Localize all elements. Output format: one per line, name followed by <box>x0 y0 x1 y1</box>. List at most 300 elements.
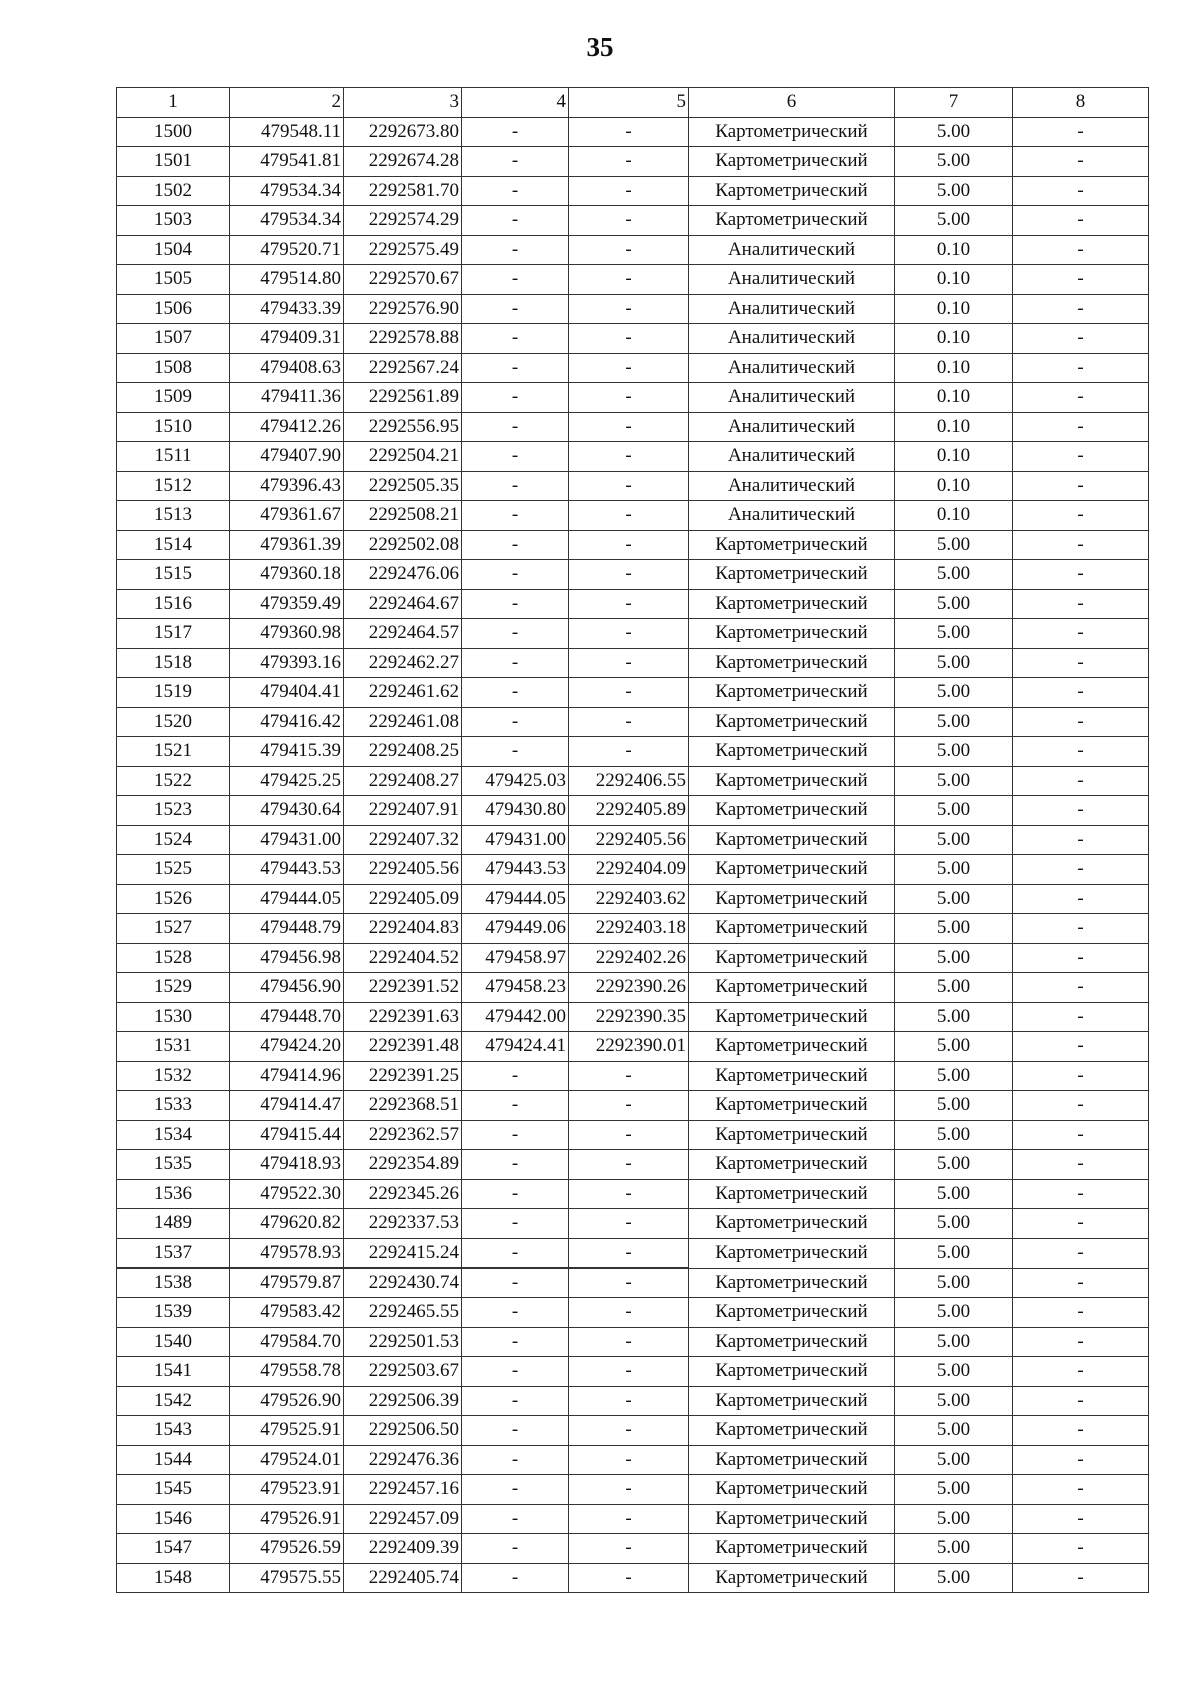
cell-col-3: 2292415.24 <box>344 1239 462 1269</box>
cell-col-3: 2292405.74 <box>344 1563 462 1593</box>
cell-col-7: 5.00 <box>895 766 1013 796</box>
cell-col-5: 2292405.89 <box>569 796 689 826</box>
cell-col-7: 5.00 <box>895 147 1013 177</box>
cell-col-1: 1527 <box>117 914 230 944</box>
cell-col-1: 1508 <box>117 353 230 383</box>
table-row <box>117 1120 1149 1150</box>
cell-col-6: Картометрический <box>689 619 895 649</box>
cell-col-5: - <box>569 1445 689 1475</box>
table-row <box>117 1150 1149 1180</box>
cell-col-8: - <box>1013 1091 1149 1121</box>
cell-col-4: - <box>462 501 569 531</box>
cell-col-8: - <box>1013 648 1149 678</box>
cell-col-4: - <box>462 1416 569 1446</box>
cell-col-5: - <box>569 206 689 236</box>
cell-col-2: 479433.39 <box>230 294 344 324</box>
cell-col-7: 5.00 <box>895 589 1013 619</box>
cell-col-7: 5.00 <box>895 1386 1013 1416</box>
cell-col-6: Картометрический <box>689 1091 895 1121</box>
cell-col-8: - <box>1013 825 1149 855</box>
cell-col-5: 5 <box>569 88 689 118</box>
cell-col-5: - <box>569 294 689 324</box>
cell-col-8: - <box>1013 560 1149 590</box>
cell-col-8: - <box>1013 176 1149 206</box>
table-row <box>117 796 1149 826</box>
cell-col-6: Картометрический <box>689 648 895 678</box>
cell-col-8: - <box>1013 766 1149 796</box>
cell-col-2: 479444.05 <box>230 884 344 914</box>
table-row <box>117 1475 1149 1505</box>
cell-col-6: Картометрический <box>689 943 895 973</box>
cell-col-8: - <box>1013 589 1149 619</box>
table-row <box>117 353 1149 383</box>
cell-col-3: 2292574.29 <box>344 206 462 236</box>
cell-col-5: 2292390.01 <box>569 1032 689 1062</box>
cell-col-6: Картометрический <box>689 1386 895 1416</box>
table-row <box>117 501 1149 531</box>
cell-col-2: 479418.93 <box>230 1150 344 1180</box>
cell-col-7: 0.10 <box>895 442 1013 472</box>
cell-col-7: 7 <box>895 88 1013 118</box>
table-row <box>117 560 1149 590</box>
cell-col-3: 2292354.89 <box>344 1150 462 1180</box>
cell-col-3: 2292578.88 <box>344 324 462 354</box>
cell-col-5: - <box>569 1298 689 1328</box>
cell-col-1: 1531 <box>117 1032 230 1062</box>
cell-col-7: 0.10 <box>895 235 1013 265</box>
cell-col-2: 479578.93 <box>230 1239 344 1269</box>
cell-col-6: Картометрический <box>689 1475 895 1505</box>
cell-col-4: - <box>462 471 569 501</box>
cell-col-8: - <box>1013 117 1149 147</box>
cell-col-4: - <box>462 619 569 649</box>
cell-col-3: 2292461.08 <box>344 707 462 737</box>
cell-col-8: - <box>1013 707 1149 737</box>
table-row <box>117 294 1149 324</box>
cell-col-7: 5.00 <box>895 1032 1013 1062</box>
cell-col-1: 1519 <box>117 678 230 708</box>
cell-col-8: - <box>1013 206 1149 236</box>
cell-col-1: 1541 <box>117 1357 230 1387</box>
cell-col-6: Картометрический <box>689 766 895 796</box>
cell-col-2: 479430.64 <box>230 796 344 826</box>
table-row <box>117 1268 1149 1298</box>
cell-col-4: - <box>462 530 569 560</box>
cell-col-4: - <box>462 353 569 383</box>
cell-col-7: 5.00 <box>895 1120 1013 1150</box>
cell-col-6: Картометрический <box>689 176 895 206</box>
cell-col-3: 2292345.26 <box>344 1179 462 1209</box>
cell-col-8: - <box>1013 796 1149 826</box>
cell-col-2: 479525.91 <box>230 1416 344 1446</box>
cell-col-6: Картометрический <box>689 1268 895 1298</box>
cell-col-1: 1501 <box>117 147 230 177</box>
cell-col-7: 5.00 <box>895 1445 1013 1475</box>
cell-col-4: - <box>462 1504 569 1534</box>
cell-col-7: 5.00 <box>895 1416 1013 1446</box>
table-row <box>117 707 1149 737</box>
cell-col-8: - <box>1013 412 1149 442</box>
cell-col-5: - <box>569 1150 689 1180</box>
table-row <box>117 648 1149 678</box>
cell-col-5: - <box>569 619 689 649</box>
cell-col-1: 1543 <box>117 1416 230 1446</box>
cell-col-3: 2292503.67 <box>344 1357 462 1387</box>
cell-col-4: - <box>462 1357 569 1387</box>
cell-col-8: - <box>1013 1534 1149 1564</box>
cell-col-6: Картометрический <box>689 206 895 236</box>
cell-col-6: Аналитический <box>689 383 895 413</box>
cell-col-5: - <box>569 1504 689 1534</box>
cell-col-4: - <box>462 1091 569 1121</box>
cell-col-6: Картометрический <box>689 1209 895 1239</box>
cell-col-6: Картометрический <box>689 530 895 560</box>
table-row <box>117 1534 1149 1564</box>
cell-col-3: 3 <box>344 88 462 118</box>
table-row <box>117 1239 1149 1269</box>
cell-col-8: - <box>1013 147 1149 177</box>
cell-col-8: - <box>1013 884 1149 914</box>
cell-col-5: - <box>569 707 689 737</box>
cell-col-7: 5.00 <box>895 1357 1013 1387</box>
cell-col-5: - <box>569 324 689 354</box>
cell-col-4: - <box>462 147 569 177</box>
cell-col-8: - <box>1013 501 1149 531</box>
cell-col-6: Картометрический <box>689 678 895 708</box>
cell-col-2: 2 <box>230 88 344 118</box>
cell-col-3: 2292476.36 <box>344 1445 462 1475</box>
cell-col-7: 0.10 <box>895 353 1013 383</box>
cell-col-8: - <box>1013 383 1149 413</box>
cell-col-3: 2292457.16 <box>344 1475 462 1505</box>
cell-col-4: 479424.41 <box>462 1032 569 1062</box>
cell-col-6: Картометрический <box>689 796 895 826</box>
cell-col-7: 0.10 <box>895 471 1013 501</box>
cell-col-8: - <box>1013 855 1149 885</box>
cell-col-4: - <box>462 1327 569 1357</box>
cell-col-5: - <box>569 117 689 147</box>
cell-col-6: 6 <box>689 88 895 118</box>
cell-col-2: 479584.70 <box>230 1327 344 1357</box>
cell-col-8: - <box>1013 973 1149 1003</box>
cell-col-5: - <box>569 1239 689 1269</box>
cell-col-1: 1537 <box>117 1239 230 1269</box>
cell-col-8: - <box>1013 471 1149 501</box>
cell-col-7: 5.00 <box>895 1298 1013 1328</box>
cell-col-8: - <box>1013 1416 1149 1446</box>
cell-col-8: - <box>1013 1032 1149 1062</box>
cell-col-4: - <box>462 1209 569 1239</box>
cell-col-1: 1526 <box>117 884 230 914</box>
cell-col-6: Аналитический <box>689 324 895 354</box>
cell-col-8: - <box>1013 1209 1149 1239</box>
cell-col-5: - <box>569 235 689 265</box>
cell-col-1: 1525 <box>117 855 230 885</box>
cell-col-4: 4 <box>462 88 569 118</box>
cell-col-4: - <box>462 117 569 147</box>
cell-col-1: 1506 <box>117 294 230 324</box>
cell-col-4: 479458.23 <box>462 973 569 1003</box>
cell-col-7: 5.00 <box>895 825 1013 855</box>
cell-col-2: 479431.00 <box>230 825 344 855</box>
cell-col-1: 1510 <box>117 412 230 442</box>
cell-col-3: 2292407.32 <box>344 825 462 855</box>
cell-col-3: 2292462.27 <box>344 648 462 678</box>
cell-col-5: 2292390.26 <box>569 973 689 1003</box>
cell-col-1: 1522 <box>117 766 230 796</box>
table-row <box>117 1416 1149 1446</box>
cell-col-2: 479456.98 <box>230 943 344 973</box>
cell-col-2: 479408.63 <box>230 353 344 383</box>
cell-col-1: 1513 <box>117 501 230 531</box>
cell-col-3: 2292556.95 <box>344 412 462 442</box>
table-row <box>117 383 1149 413</box>
cell-col-2: 479407.90 <box>230 442 344 472</box>
cell-col-5: - <box>569 648 689 678</box>
cell-col-4: - <box>462 265 569 295</box>
table-row <box>117 1209 1149 1239</box>
cell-col-2: 479360.18 <box>230 560 344 590</box>
cell-col-8: - <box>1013 1327 1149 1357</box>
cell-col-6: Аналитический <box>689 471 895 501</box>
cell-col-2: 479526.59 <box>230 1534 344 1564</box>
cell-col-2: 479443.53 <box>230 855 344 885</box>
cell-col-7: 5.00 <box>895 914 1013 944</box>
cell-col-6: Картометрический <box>689 1327 895 1357</box>
cell-col-2: 479534.34 <box>230 176 344 206</box>
cell-col-8: - <box>1013 914 1149 944</box>
cell-col-2: 479409.31 <box>230 324 344 354</box>
cell-col-4: 479431.00 <box>462 825 569 855</box>
cell-col-2: 479524.01 <box>230 1445 344 1475</box>
cell-col-4: 479443.53 <box>462 855 569 885</box>
cell-col-5: - <box>569 1327 689 1357</box>
table-row <box>117 206 1149 236</box>
table-row <box>117 1032 1149 1062</box>
cell-col-5: - <box>569 147 689 177</box>
cell-col-6: Картометрический <box>689 737 895 767</box>
cell-col-5: - <box>569 1563 689 1593</box>
table-row <box>117 737 1149 767</box>
cell-col-6: Картометрический <box>689 1150 895 1180</box>
cell-col-2: 479393.16 <box>230 648 344 678</box>
cell-col-7: 5.00 <box>895 619 1013 649</box>
cell-col-1: 1545 <box>117 1475 230 1505</box>
cell-col-3: 2292391.52 <box>344 973 462 1003</box>
cell-col-2: 479541.81 <box>230 147 344 177</box>
cell-col-7: 5.00 <box>895 530 1013 560</box>
cell-col-6: Картометрический <box>689 973 895 1003</box>
table-row <box>117 973 1149 1003</box>
cell-col-2: 479415.39 <box>230 737 344 767</box>
cell-col-6: Картометрический <box>689 1563 895 1593</box>
cell-col-3: 2292391.48 <box>344 1032 462 1062</box>
cell-col-1: 1511 <box>117 442 230 472</box>
cell-col-1: 1533 <box>117 1091 230 1121</box>
cell-col-6: Картометрический <box>689 914 895 944</box>
cell-col-3: 2292408.25 <box>344 737 462 767</box>
cell-col-8: - <box>1013 1002 1149 1032</box>
cell-col-6: Картометрический <box>689 884 895 914</box>
cell-col-6: Картометрический <box>689 1357 895 1387</box>
cell-col-6: Картометрический <box>689 855 895 885</box>
cell-col-7: 5.00 <box>895 884 1013 914</box>
cell-col-5: - <box>569 1120 689 1150</box>
cell-col-1: 1512 <box>117 471 230 501</box>
cell-col-5: 2292402.26 <box>569 943 689 973</box>
cell-col-2: 479579.87 <box>230 1268 344 1298</box>
cell-col-1: 1546 <box>117 1504 230 1534</box>
cell-col-2: 479456.90 <box>230 973 344 1003</box>
cell-col-2: 479359.49 <box>230 589 344 619</box>
cell-col-6: Аналитический <box>689 501 895 531</box>
cell-col-1: 1509 <box>117 383 230 413</box>
cell-col-7: 0.10 <box>895 294 1013 324</box>
cell-col-1: 1517 <box>117 619 230 649</box>
cell-col-8: - <box>1013 353 1149 383</box>
cell-col-3: 2292391.25 <box>344 1061 462 1091</box>
table-row <box>117 884 1149 914</box>
cell-col-2: 479526.91 <box>230 1504 344 1534</box>
cell-col-5: - <box>569 501 689 531</box>
table-row <box>117 943 1149 973</box>
cell-col-4: - <box>462 1179 569 1209</box>
cell-col-1: 1534 <box>117 1120 230 1150</box>
cell-col-4: - <box>462 1061 569 1091</box>
cell-col-7: 5.00 <box>895 707 1013 737</box>
cell-col-4: - <box>462 1386 569 1416</box>
cell-col-6: Картометрический <box>689 589 895 619</box>
cell-col-4: - <box>462 1475 569 1505</box>
table-row <box>117 412 1149 442</box>
cell-col-1: 1542 <box>117 1386 230 1416</box>
cell-col-3: 2292405.09 <box>344 884 462 914</box>
cell-col-1: 1540 <box>117 1327 230 1357</box>
cell-col-2: 479514.80 <box>230 265 344 295</box>
cell-col-4: - <box>462 1150 569 1180</box>
cell-col-5: - <box>569 1534 689 1564</box>
cell-col-8: - <box>1013 265 1149 295</box>
cell-col-5: 2292390.35 <box>569 1002 689 1032</box>
table-row <box>117 1386 1149 1416</box>
coordinates-table <box>116 87 1149 1268</box>
cell-col-1: 1502 <box>117 176 230 206</box>
cell-col-8: - <box>1013 294 1149 324</box>
cell-col-2: 479414.96 <box>230 1061 344 1091</box>
cell-col-7: 5.00 <box>895 1002 1013 1032</box>
cell-col-4: - <box>462 1120 569 1150</box>
cell-col-1: 1507 <box>117 324 230 354</box>
table-row <box>117 147 1149 177</box>
cell-col-4: - <box>462 383 569 413</box>
cell-col-5: - <box>569 1475 689 1505</box>
cell-col-5: - <box>569 1357 689 1387</box>
cell-col-1: 1504 <box>117 235 230 265</box>
cell-col-3: 2292464.67 <box>344 589 462 619</box>
table-header-row <box>117 88 1149 118</box>
cell-col-4: - <box>462 1239 569 1269</box>
cell-col-3: 2292501.53 <box>344 1327 462 1357</box>
table-row <box>117 530 1149 560</box>
cell-col-5: - <box>569 737 689 767</box>
cell-col-4: - <box>462 442 569 472</box>
cell-col-5: - <box>569 265 689 295</box>
table-row <box>117 1002 1149 1032</box>
table-row <box>117 1091 1149 1121</box>
cell-col-4: - <box>462 589 569 619</box>
cell-col-8: - <box>1013 1357 1149 1387</box>
cell-col-1: 1500 <box>117 117 230 147</box>
table-row <box>117 117 1149 147</box>
cell-col-2: 479520.71 <box>230 235 344 265</box>
table-row <box>117 1179 1149 1209</box>
cell-col-3: 2292404.52 <box>344 943 462 973</box>
cell-col-3: 2292567.24 <box>344 353 462 383</box>
cell-col-2: 479361.67 <box>230 501 344 531</box>
cell-col-2: 479534.34 <box>230 206 344 236</box>
cell-col-5: 2292403.62 <box>569 884 689 914</box>
cell-col-8: - <box>1013 235 1149 265</box>
cell-col-6: Аналитический <box>689 353 895 383</box>
cell-col-2: 479361.39 <box>230 530 344 560</box>
cell-col-1: 1528 <box>117 943 230 973</box>
cell-col-3: 2292575.49 <box>344 235 462 265</box>
cell-col-1: 1520 <box>117 707 230 737</box>
cell-col-8: 8 <box>1013 88 1149 118</box>
cell-col-5: - <box>569 1179 689 1209</box>
cell-col-4: - <box>462 1534 569 1564</box>
table-row <box>117 589 1149 619</box>
cell-col-2: 479448.70 <box>230 1002 344 1032</box>
cell-col-5: - <box>569 678 689 708</box>
cell-col-2: 479424.20 <box>230 1032 344 1062</box>
cell-col-4: 479444.05 <box>462 884 569 914</box>
cell-col-2: 479558.78 <box>230 1357 344 1387</box>
cell-col-6: Картометрический <box>689 1504 895 1534</box>
cell-col-1: 1535 <box>117 1150 230 1180</box>
cell-col-4: - <box>462 678 569 708</box>
cell-col-7: 5.00 <box>895 943 1013 973</box>
cell-col-8: - <box>1013 1504 1149 1534</box>
cell-col-1: 1524 <box>117 825 230 855</box>
cell-col-3: 2292581.70 <box>344 176 462 206</box>
cell-col-3: 2292504.21 <box>344 442 462 472</box>
table-row <box>117 471 1149 501</box>
table-row <box>117 235 1149 265</box>
cell-col-1: 1505 <box>117 265 230 295</box>
cell-col-3: 2292502.08 <box>344 530 462 560</box>
cell-col-3: 2292408.27 <box>344 766 462 796</box>
cell-col-1: 1544 <box>117 1445 230 1475</box>
cell-col-7: 5.00 <box>895 1327 1013 1357</box>
cell-col-6: Аналитический <box>689 235 895 265</box>
cell-col-7: 5.00 <box>895 1268 1013 1298</box>
cell-col-3: 2292457.09 <box>344 1504 462 1534</box>
cell-col-1: 1516 <box>117 589 230 619</box>
cell-col-8: - <box>1013 678 1149 708</box>
cell-col-2: 479526.90 <box>230 1386 344 1416</box>
cell-col-1: 1547 <box>117 1534 230 1564</box>
cell-col-3: 2292506.39 <box>344 1386 462 1416</box>
cell-col-7: 5.00 <box>895 1150 1013 1180</box>
table-row <box>117 914 1149 944</box>
cell-col-2: 479360.98 <box>230 619 344 649</box>
table-row <box>117 1327 1149 1357</box>
cell-col-7: 0.10 <box>895 501 1013 531</box>
cell-col-6: Картометрический <box>689 1061 895 1091</box>
cell-col-1: 1538 <box>117 1268 230 1298</box>
cell-col-4: - <box>462 412 569 442</box>
